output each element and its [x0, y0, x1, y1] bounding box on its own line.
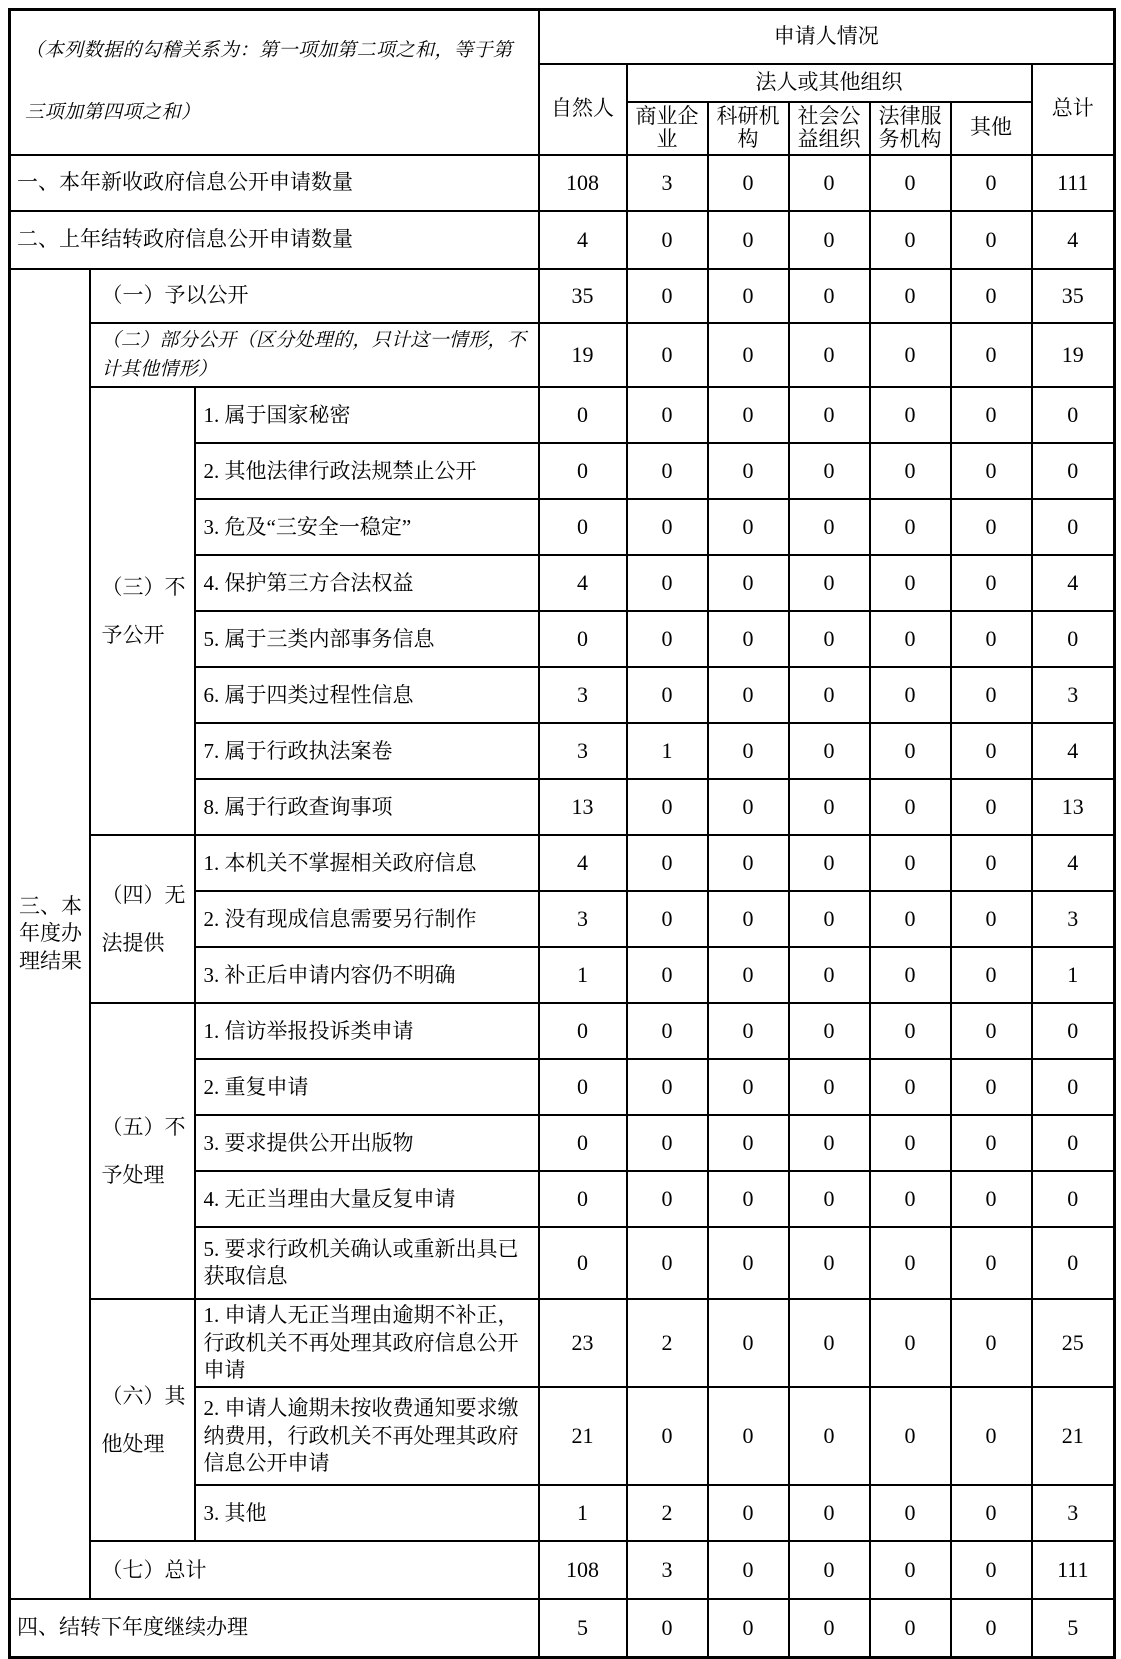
- row-label-carried-over: 二、上年结转政府信息公开申请数量: [10, 211, 539, 269]
- item-label-repeat-application: 2. 重复申请: [195, 1059, 539, 1115]
- section-label-annual-results: 三、本年度办理结果: [10, 269, 90, 1600]
- value-cell: 0: [627, 211, 708, 269]
- value-cell: 0: [627, 323, 708, 388]
- value-cell: 0: [627, 891, 708, 947]
- value-cell: 0: [539, 1059, 627, 1115]
- item-label-petition-complaint: 1. 信访举报投诉类申请: [195, 1003, 539, 1059]
- value-cell: 0: [789, 779, 870, 835]
- value-cell: 0: [870, 1387, 951, 1485]
- value-cell: 0: [870, 667, 951, 723]
- value-cell: 0: [539, 387, 627, 443]
- value-cell: 0: [708, 323, 789, 388]
- item-label-other-misc: 3. 其他: [195, 1485, 539, 1541]
- value-cell: 0: [1032, 1003, 1115, 1059]
- value-cell: 0: [627, 1599, 708, 1657]
- value-cell: 0: [1032, 611, 1115, 667]
- item-label-enforcement-files: 7. 属于行政执法案卷: [195, 723, 539, 779]
- value-cell: 0: [951, 555, 1032, 611]
- value-cell: 0: [870, 499, 951, 555]
- value-cell: 0: [708, 723, 789, 779]
- value-cell: 0: [627, 499, 708, 555]
- reconciliation-note-cell: [10, 10, 539, 155]
- value-cell: 0: [870, 1599, 951, 1657]
- value-cell: 0: [627, 387, 708, 443]
- value-cell: 0: [1032, 1115, 1115, 1171]
- value-cell: 111: [1032, 1541, 1115, 1599]
- value-cell: 0: [627, 1171, 708, 1227]
- value-cell: 0: [870, 443, 951, 499]
- value-cell: 0: [951, 891, 1032, 947]
- item-label-mass-repetitive: 4. 无正当理由大量反复申请: [195, 1171, 539, 1227]
- value-cell: 0: [789, 1387, 870, 1485]
- value-cell: 0: [870, 723, 951, 779]
- item-label-public-publication: 3. 要求提供公开出版物: [195, 1115, 539, 1171]
- value-cell: 0: [951, 667, 1032, 723]
- value-cell: 0: [708, 1227, 789, 1299]
- value-cell: 0: [951, 1115, 1032, 1171]
- value-cell: 0: [789, 387, 870, 443]
- value-cell: 5: [1032, 1599, 1115, 1657]
- value-cell: 1: [539, 1485, 627, 1541]
- item-label-not-held: 1. 本机关不掌握相关政府信息: [195, 835, 539, 891]
- group-label-partial: （二）部分公开（区分处理的，只计这一情形，不计其他情形）: [90, 323, 539, 388]
- value-cell: 3: [1032, 667, 1115, 723]
- value-cell: 4: [1032, 835, 1115, 891]
- group-label-other-handling: （六）其他处理: [90, 1299, 195, 1541]
- value-cell: 0: [708, 269, 789, 323]
- value-cell: 0: [870, 1059, 951, 1115]
- value-cell: 3: [1032, 1485, 1115, 1541]
- value-cell: 3: [627, 1541, 708, 1599]
- value-cell: 0: [708, 499, 789, 555]
- value-cell: 0: [539, 499, 627, 555]
- value-cell: 0: [1032, 1227, 1115, 1299]
- value-cell: 0: [870, 891, 951, 947]
- item-label-admin-inquiry: 8. 属于行政查询事项: [195, 779, 539, 835]
- value-cell: 0: [870, 1541, 951, 1599]
- value-cell: 0: [951, 211, 1032, 269]
- value-cell: 0: [870, 611, 951, 667]
- value-cell: 0: [951, 1227, 1032, 1299]
- value-cell: 0: [627, 947, 708, 1003]
- value-cell: 0: [870, 555, 951, 611]
- header-public-welfare-org: 社会公益组织: [789, 102, 870, 155]
- value-cell: 0: [708, 667, 789, 723]
- value-cell: 0: [627, 1227, 708, 1299]
- value-cell: 0: [708, 891, 789, 947]
- value-cell: 0: [1032, 387, 1115, 443]
- value-cell: 0: [708, 555, 789, 611]
- value-cell: 0: [951, 323, 1032, 388]
- value-cell: 0: [789, 723, 870, 779]
- value-cell: 0: [951, 723, 1032, 779]
- group-label-subtotal: （七）总计: [90, 1541, 539, 1599]
- value-cell: 21: [539, 1387, 627, 1485]
- value-cell: 4: [539, 211, 627, 269]
- value-cell: 0: [789, 1003, 870, 1059]
- value-cell: 0: [708, 387, 789, 443]
- value-cell: 0: [627, 779, 708, 835]
- value-cell: 3: [627, 155, 708, 211]
- value-cell: 0: [539, 1227, 627, 1299]
- value-cell: 0: [627, 835, 708, 891]
- value-cell: 0: [951, 443, 1032, 499]
- item-label-state-secret: 1. 属于国家秘密: [195, 387, 539, 443]
- value-cell: 0: [789, 667, 870, 723]
- group-label-not-processed: （五）不予处理: [90, 1003, 195, 1299]
- value-cell: 0: [708, 443, 789, 499]
- value-cell: 0: [627, 1115, 708, 1171]
- disclosure-statistics-table: [8, 8, 1116, 1659]
- header-research-institution: 科研机构: [708, 102, 789, 155]
- value-cell: 0: [789, 1599, 870, 1657]
- value-cell: 0: [708, 1115, 789, 1171]
- item-label-process-info: 6. 属于四类过程性信息: [195, 667, 539, 723]
- value-cell: 0: [789, 1541, 870, 1599]
- item-label-internal-affairs: 5. 属于三类内部事务信息: [195, 611, 539, 667]
- value-cell: 0: [539, 611, 627, 667]
- value-cell: 0: [951, 1059, 1032, 1115]
- value-cell: 23: [539, 1299, 627, 1387]
- value-cell: 0: [951, 611, 1032, 667]
- value-cell: 0: [870, 1171, 951, 1227]
- group-label-granted: （一）予以公开: [90, 269, 539, 323]
- value-cell: 0: [870, 1003, 951, 1059]
- value-cell: 0: [789, 1115, 870, 1171]
- value-cell: 0: [708, 779, 789, 835]
- value-cell: 4: [539, 835, 627, 891]
- value-cell: 0: [870, 1485, 951, 1541]
- value-cell: 0: [789, 499, 870, 555]
- value-cell: 0: [951, 1003, 1032, 1059]
- value-cell: 2: [627, 1485, 708, 1541]
- value-cell: 0: [627, 611, 708, 667]
- value-cell: 0: [789, 1485, 870, 1541]
- item-label-needs-creation: 2. 没有现成信息需要另行制作: [195, 891, 539, 947]
- value-cell: 0: [789, 1171, 870, 1227]
- value-cell: 0: [627, 1387, 708, 1485]
- value-cell: 0: [951, 387, 1032, 443]
- value-cell: 0: [708, 611, 789, 667]
- value-cell: 0: [789, 1299, 870, 1387]
- value-cell: 0: [951, 269, 1032, 323]
- value-cell: 4: [1032, 723, 1115, 779]
- value-cell: 0: [708, 1299, 789, 1387]
- value-cell: 0: [627, 1003, 708, 1059]
- value-cell: 4: [539, 555, 627, 611]
- value-cell: 0: [870, 323, 951, 388]
- value-cell: 0: [789, 1227, 870, 1299]
- value-cell: 13: [1032, 779, 1115, 835]
- value-cell: 108: [539, 155, 627, 211]
- value-cell: 0: [951, 835, 1032, 891]
- value-cell: 0: [1032, 1171, 1115, 1227]
- group-label-denied: （三）不予公开: [90, 387, 195, 835]
- reconciliation-note: （本列数据的勾稽关系为：第一项加第二项之和，等于第三项加第四项之和）: [25, 40, 513, 124]
- value-cell: 35: [539, 269, 627, 323]
- value-cell: 0: [789, 1059, 870, 1115]
- value-cell: 0: [627, 443, 708, 499]
- value-cell: 0: [708, 947, 789, 1003]
- value-cell: 0: [951, 1541, 1032, 1599]
- value-cell: 3: [539, 667, 627, 723]
- header-legal-or-other-org: 法人或其他组织: [627, 64, 1032, 102]
- value-cell: 0: [539, 1115, 627, 1171]
- value-cell: 0: [951, 499, 1032, 555]
- value-cell: 19: [539, 323, 627, 388]
- value-cell: 1: [539, 947, 627, 1003]
- item-label-endanger-safety: 3. 危及“三安全一稳定”: [195, 499, 539, 555]
- value-cell: 108: [539, 1541, 627, 1599]
- value-cell: 1: [1032, 947, 1115, 1003]
- item-label-still-unclear: 3. 补正后申请内容仍不明确: [195, 947, 539, 1003]
- value-cell: 0: [789, 891, 870, 947]
- header-other: 其他: [951, 102, 1032, 155]
- value-cell: 0: [789, 555, 870, 611]
- value-cell: 0: [951, 1599, 1032, 1657]
- value-cell: 0: [951, 1485, 1032, 1541]
- value-cell: 0: [708, 155, 789, 211]
- value-cell: 0: [627, 1059, 708, 1115]
- value-cell: 0: [708, 1003, 789, 1059]
- value-cell: 25: [1032, 1299, 1115, 1387]
- value-cell: 0: [708, 835, 789, 891]
- item-label-confirm-reissue: 5. 要求行政机关确认或重新出具已获取信息: [195, 1227, 539, 1299]
- value-cell: 0: [870, 1227, 951, 1299]
- value-cell: 0: [870, 387, 951, 443]
- value-cell: 0: [951, 1171, 1032, 1227]
- group-label-unable: （四）无法提供: [90, 835, 195, 1003]
- value-cell: 0: [627, 667, 708, 723]
- value-cell: 0: [789, 611, 870, 667]
- value-cell: 0: [708, 1541, 789, 1599]
- value-cell: 1: [627, 723, 708, 779]
- value-cell: 0: [1032, 443, 1115, 499]
- value-cell: 0: [870, 269, 951, 323]
- item-label-overdue-fee-unpaid: 2. 申请人逾期未按收费通知要求缴纳费用，行政机关不再处理其政府信息公开申请: [195, 1387, 539, 1485]
- value-cell: 0: [870, 779, 951, 835]
- value-cell: 0: [708, 211, 789, 269]
- value-cell: 0: [870, 1299, 951, 1387]
- value-cell: 0: [870, 155, 951, 211]
- header-commercial-enterprise: 商业企业: [627, 102, 708, 155]
- value-cell: 0: [870, 947, 951, 1003]
- value-cell: 0: [627, 269, 708, 323]
- value-cell: 0: [789, 155, 870, 211]
- value-cell: 0: [789, 211, 870, 269]
- value-cell: 0: [539, 1171, 627, 1227]
- row-label-new-received: 一、本年新收政府信息公开申请数量: [10, 155, 539, 211]
- value-cell: 35: [1032, 269, 1115, 323]
- value-cell: 0: [951, 779, 1032, 835]
- value-cell: 3: [1032, 891, 1115, 947]
- value-cell: 0: [951, 947, 1032, 1003]
- value-cell: 0: [708, 1171, 789, 1227]
- item-label-law-forbidden: 2. 其他法律行政法规禁止公开: [195, 443, 539, 499]
- value-cell: 5: [539, 1599, 627, 1657]
- value-cell: 0: [789, 947, 870, 1003]
- value-cell: 0: [708, 1599, 789, 1657]
- value-cell: 0: [708, 1059, 789, 1115]
- value-cell: 0: [789, 443, 870, 499]
- value-cell: 0: [951, 155, 1032, 211]
- value-cell: 3: [539, 723, 627, 779]
- value-cell: 0: [789, 269, 870, 323]
- value-cell: 0: [539, 1003, 627, 1059]
- value-cell: 4: [1032, 555, 1115, 611]
- value-cell: 0: [789, 323, 870, 388]
- value-cell: 13: [539, 779, 627, 835]
- value-cell: 0: [951, 1387, 1032, 1485]
- value-cell: 19: [1032, 323, 1115, 388]
- header-natural-person: 自然人: [539, 64, 627, 155]
- value-cell: 0: [539, 443, 627, 499]
- value-cell: 21: [1032, 1387, 1115, 1485]
- value-cell: 0: [870, 835, 951, 891]
- value-cell: 0: [708, 1485, 789, 1541]
- value-cell: 0: [870, 1115, 951, 1171]
- value-cell: 3: [539, 891, 627, 947]
- value-cell: 0: [1032, 499, 1115, 555]
- value-cell: 2: [627, 1299, 708, 1387]
- header-total: 总计: [1032, 64, 1115, 155]
- header-applicant-situation: 申请人情况: [539, 10, 1115, 64]
- value-cell: 0: [870, 211, 951, 269]
- value-cell: 111: [1032, 155, 1115, 211]
- value-cell: 4: [1032, 211, 1115, 269]
- value-cell: 0: [1032, 1059, 1115, 1115]
- value-cell: 0: [789, 835, 870, 891]
- item-label-overdue-no-correction: 1. 申请人无正当理由逾期不补正，行政机关不再处理其政府信息公开申请: [195, 1299, 539, 1387]
- value-cell: 0: [708, 1387, 789, 1485]
- value-cell: 0: [627, 555, 708, 611]
- header-legal-service-org: 法律服务机构: [870, 102, 951, 155]
- row-label-next-year: 四、结转下年度继续办理: [10, 1599, 539, 1657]
- item-label-third-party-rights: 4. 保护第三方合法权益: [195, 555, 539, 611]
- value-cell: 0: [951, 1299, 1032, 1387]
